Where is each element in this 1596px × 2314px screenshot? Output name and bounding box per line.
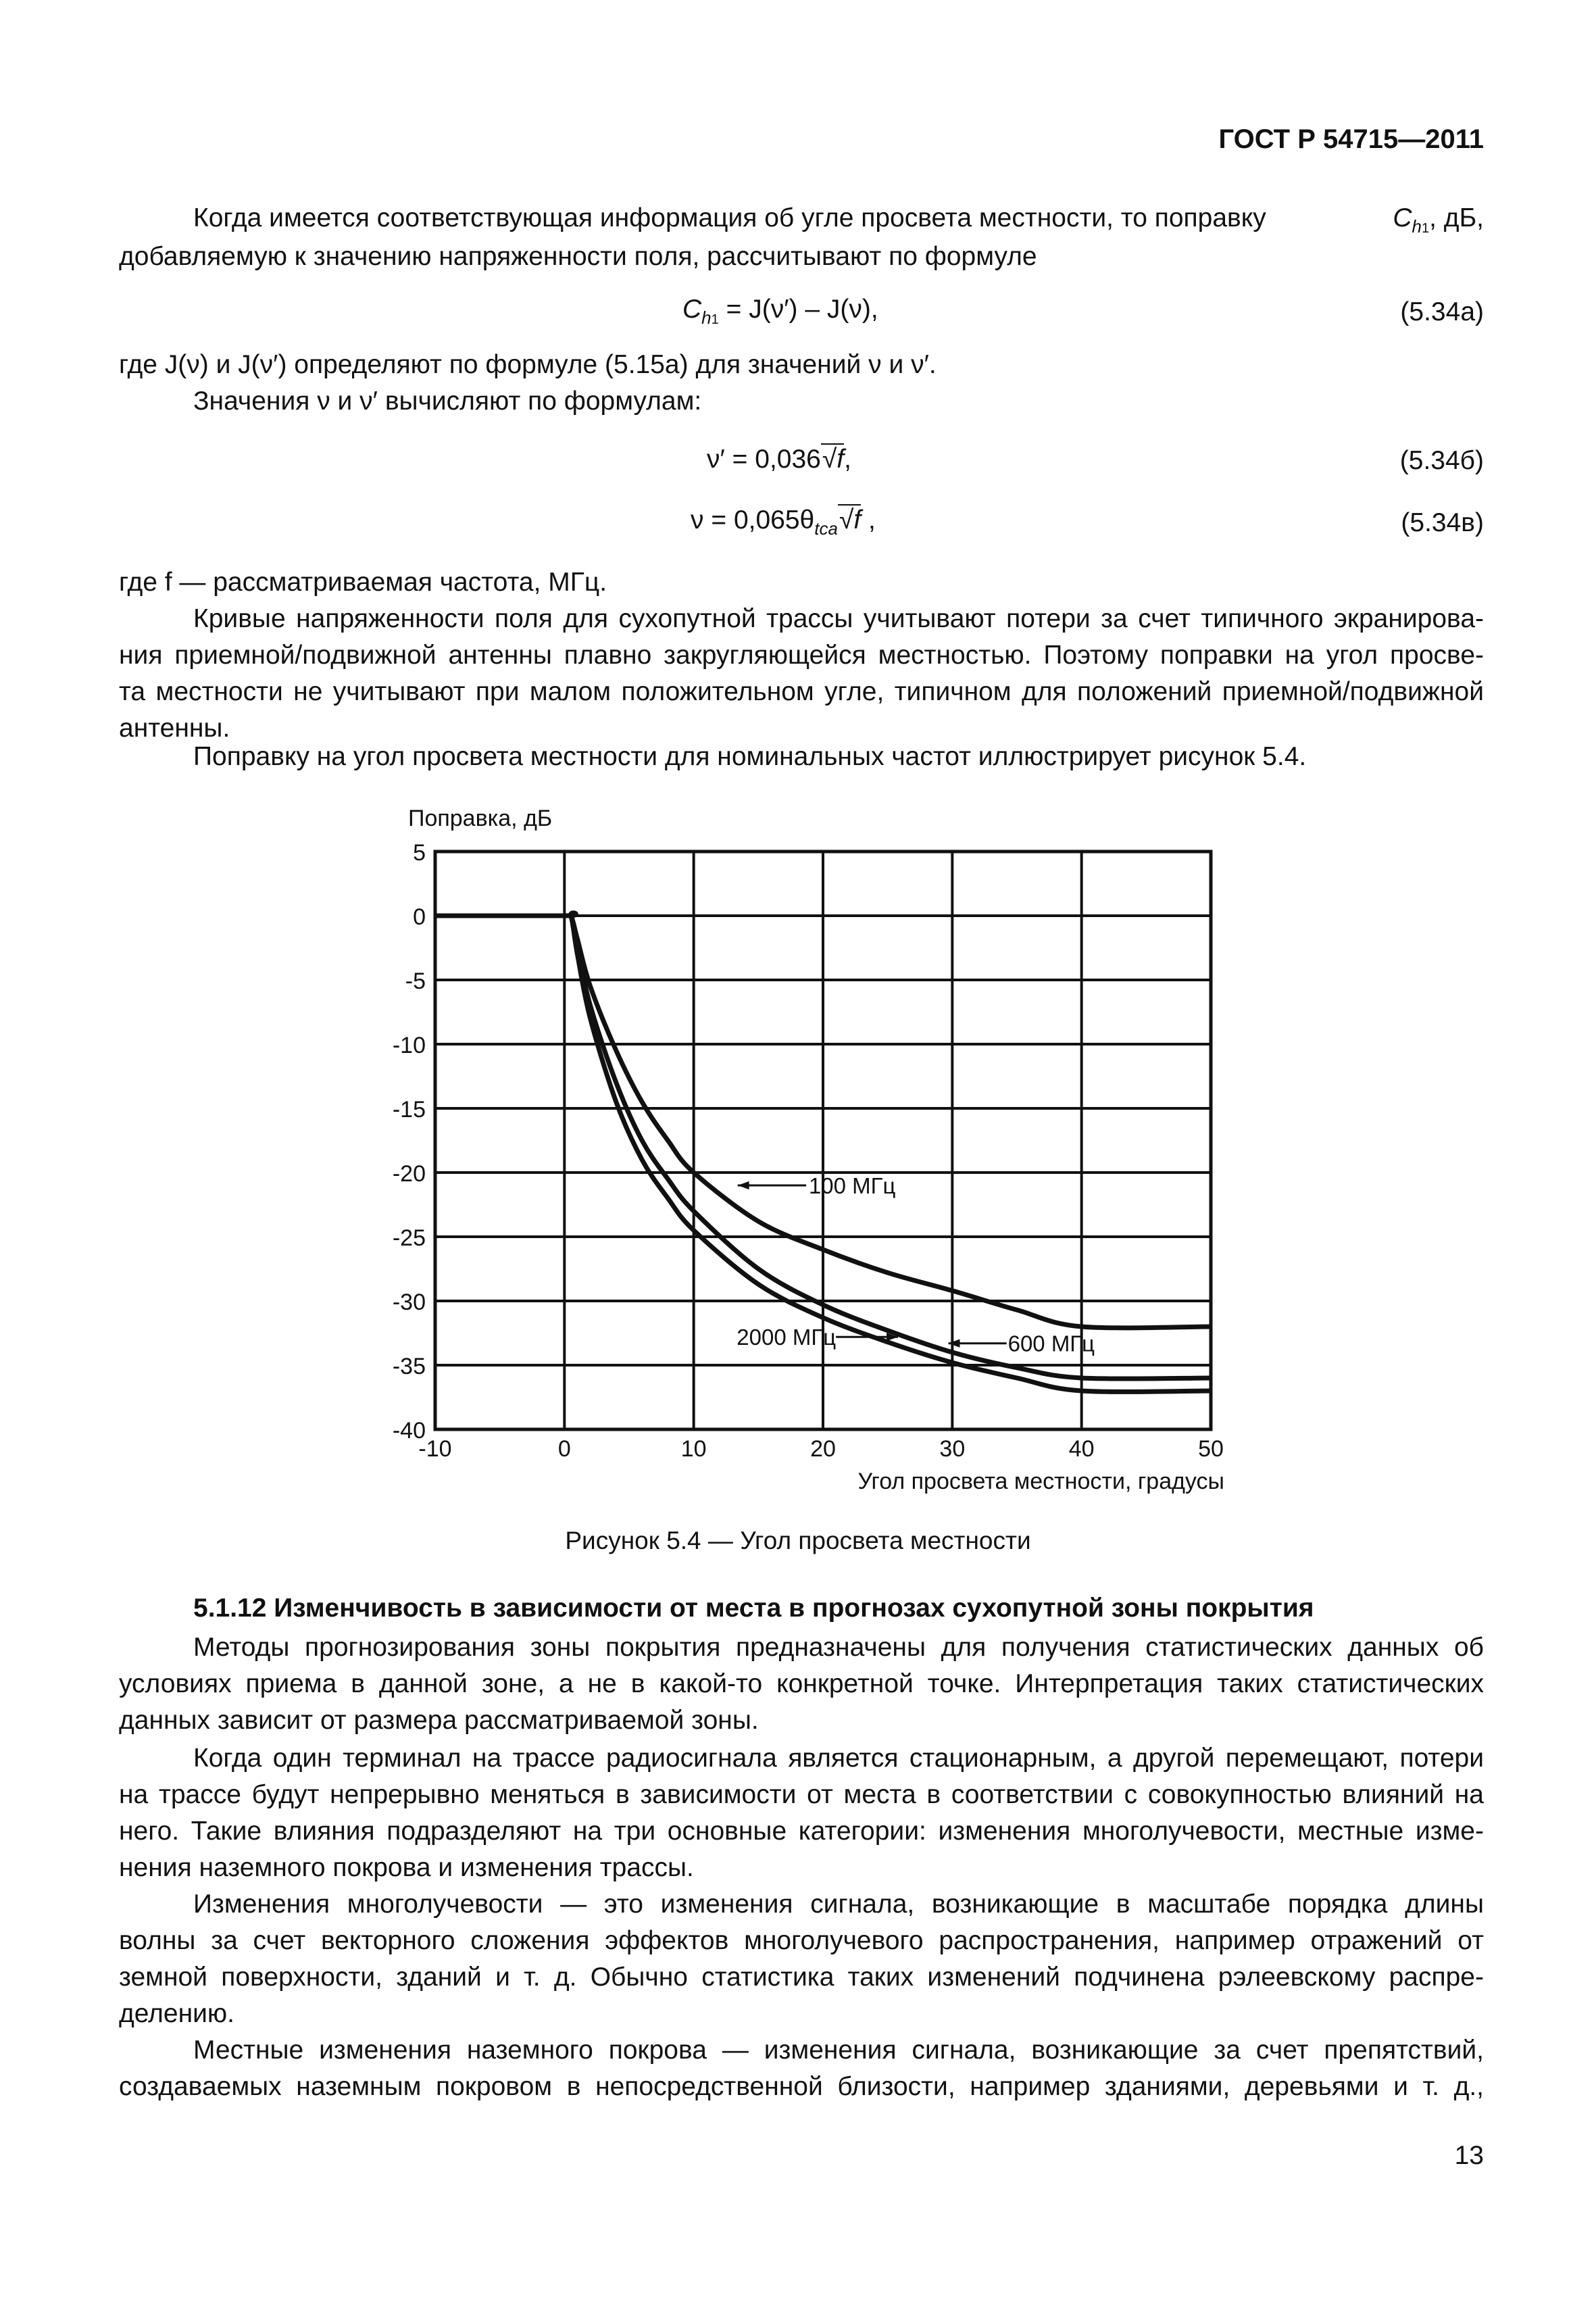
x-tick-label: 30 (939, 1436, 966, 1462)
y-axis-title: Поправка, дБ (408, 806, 553, 831)
y-tick-label: -10 (392, 1033, 426, 1058)
y-tick-label: -40 (392, 1418, 426, 1444)
formula-number-5-34b: (5.34б) (1399, 446, 1484, 475)
para3: Поправку на угол просвета местности для номинальных частот иллюстрирует рисунок 5.4. (193, 742, 1307, 771)
intro-line-2: добавляемую к значению напряженности поля, рассчитывают по формуле (119, 242, 1037, 271)
y-tick-label: -35 (392, 1354, 426, 1379)
y-tick-label: 0 (413, 904, 426, 930)
section-p3-line: земной поверхности, зданий и т. д. Обычно статистика таких изменений подчинена рэлеевскому распре- (119, 1963, 1484, 1992)
formula-5-34a: $C_{h1} = J(\nu') - J(\nu)$, (682, 295, 878, 328)
y-tick-label: -5 (405, 968, 426, 994)
section-p4-line: Местные изменения наземного покрова — изменения сигнала, возникающие за счет препятствий, (193, 2036, 1484, 2065)
section-p1-line: данных зависит от размера рассматриваемой зоны. (119, 1706, 759, 1735)
y-tick-label: -25 (392, 1225, 426, 1251)
x-tick-label: 10 (680, 1436, 707, 1462)
para2-line: та местности не учитывают при малом положительном угле, типичном для положений приемной/подвижной (119, 677, 1484, 706)
formula-5-34v: $\nu = 0,065\theta_{tca}√f$ , (691, 506, 876, 539)
formula-number-5-34a: (5.34а) (1400, 297, 1484, 326)
arrow-600mhz-head (949, 1339, 960, 1348)
y-tick-label: -15 (392, 1097, 426, 1123)
para2-line: антенны. (119, 714, 230, 743)
x-axis-title: Угол просвета местности, градусы (857, 1469, 1224, 1494)
figure-caption: Рисунок 5.4 — Угол просвета местности (565, 1527, 1031, 1554)
formula-number-5-34v: (5.34в) (1401, 508, 1484, 537)
label-600mhz: 600 МГц (1007, 1331, 1095, 1356)
intro-symbol: $C_{h1}$, дБ, (1393, 203, 1484, 237)
section-p3-line: Изменения многолучевости — это изменения сигнала, возникающие в масштабе порядка длины (193, 1890, 1484, 1919)
section-p2-line: него. Такие влияния подразделяют на три основные категории: изменения многолучевости, местные изме- (119, 1817, 1484, 1846)
x-tick-label: 40 (1068, 1436, 1095, 1462)
y-tick-label: -20 (392, 1161, 426, 1187)
y-tick-label: -30 (392, 1289, 426, 1315)
section-p2-line: на трассе будут непрерывно меняться в зависимости от места в соответствии с совокупностью влияний на (119, 1780, 1484, 1809)
section-p4-line: создаваемых наземным покровом в непосредственной близости, например зданиями, деревьями и т. д., (119, 2072, 1484, 2101)
where-line-2: где f — рассматриваемая частота, МГц. (119, 568, 607, 597)
figure-5-4-chart (378, 804, 1250, 1507)
section-p1-line: условиях приема в данной зоне, а не в какой-то конкретной точке. Интерпретация таких статистических (119, 1669, 1484, 1698)
section-p2-line: нения наземного покрова и изменения трассы. (119, 1853, 694, 1882)
label-100mhz: 100 МГц (808, 1173, 896, 1198)
para2-line: Кривые напряженности поля для сухопутной трассы учитывают потери за счет типичного экранирова- (193, 604, 1484, 633)
x-tick-label: 20 (810, 1436, 836, 1462)
arrow-100mhz-head (738, 1181, 749, 1189)
label-2000mhz: 2000 МГц (737, 1325, 837, 1350)
where-line-1: где J(ν) и J(ν′) определяют по формуле (5.15а) для значений ν и ν′. (119, 350, 937, 379)
x-tick-label: 0 (557, 1436, 571, 1462)
section-p2-line: Когда один терминал на трассе радиосигнала является стационарным, а другой перемещают, потери (193, 1744, 1484, 1773)
x-tick-label: 50 (1198, 1436, 1224, 1462)
x-tick-label: -10 (418, 1436, 452, 1462)
values-line: Значения ν и ν′ вычисляют по формулам: (193, 387, 702, 416)
para2-line: ния приемной/подвижной антенны плавно закругляющейся местностью. Поэтому поправки на угол просве- (119, 641, 1484, 670)
page-number: 13 (1454, 2141, 1484, 2170)
section-p3-line: делению. (119, 1999, 235, 2028)
section-p1-line: Методы прогнозирования зоны покрытия предназначены для получения статистических данных об (193, 1633, 1484, 1662)
section-title: 5.1.12 Изменчивость в зависимости от места в прогнозах сухопутной зоны покрытия (193, 1594, 1314, 1623)
y-tick-label: 5 (413, 840, 426, 866)
intro-line-1-text: Когда имеется соответствующая информация об угле просвета местности, то поправку (193, 203, 1266, 232)
formula-5-34b: ν′ = 0,036√f, (707, 445, 851, 474)
section-p3-line: волны за счет векторного сложения эффектов многолучевого распространения, например отражений от (119, 1926, 1484, 1955)
document-id: ГОСТ Р 54715—2011 (1218, 124, 1484, 154)
